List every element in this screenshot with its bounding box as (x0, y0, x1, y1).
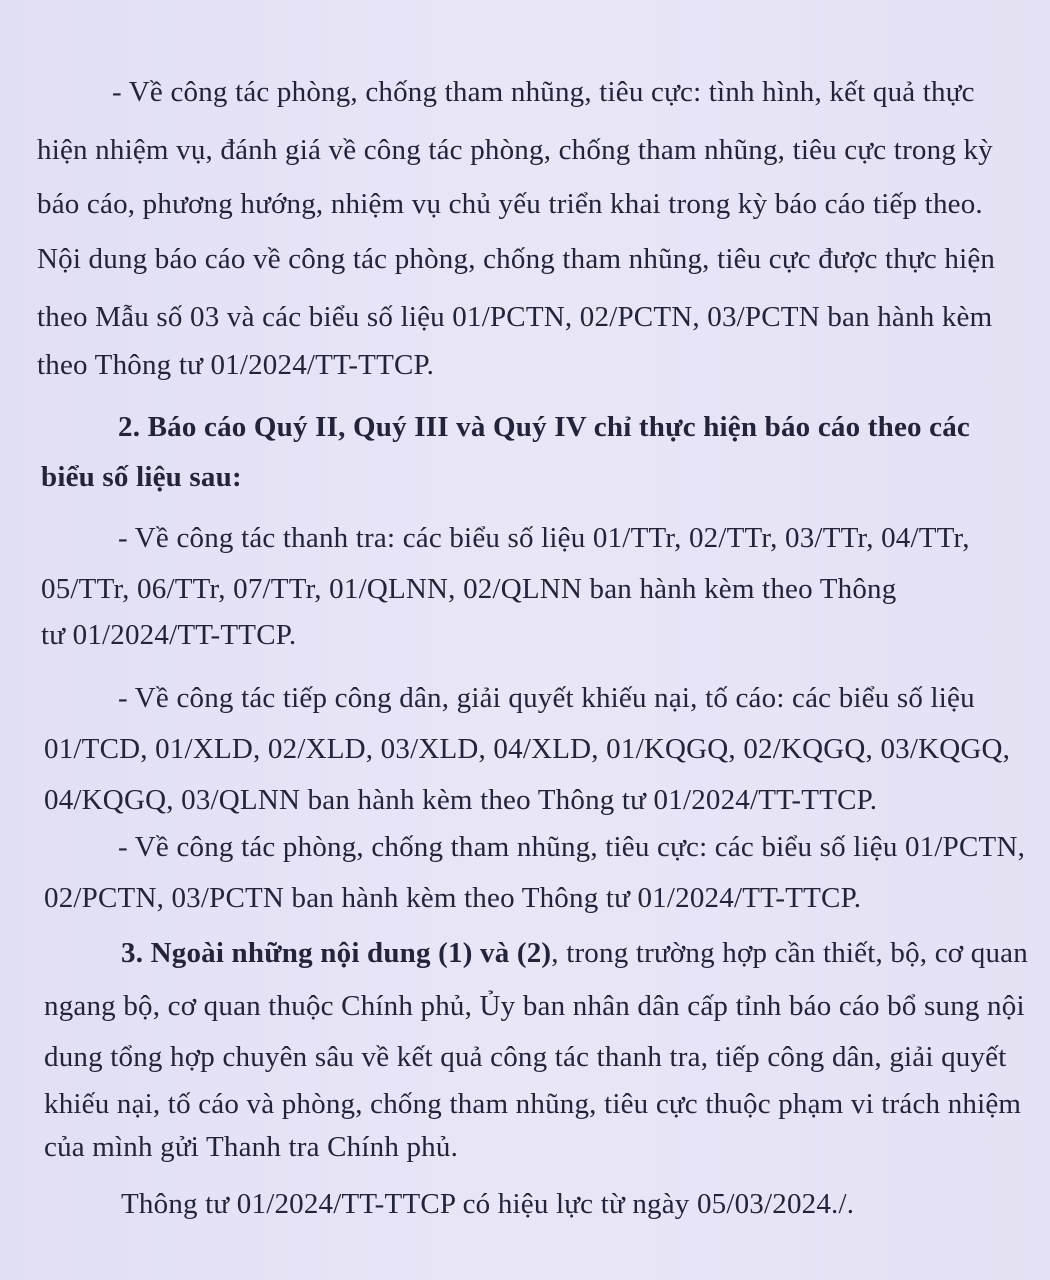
section-3-line-4: khiếu nại, tố cáo và phòng, chống tham nhũng, tiêu cực thuộc phạm vi trách nhiệm (44, 1088, 1022, 1120)
thanh-tra-line-3: tư 01/2024/TT-TTCP. (41, 619, 297, 651)
thanh-tra-line-1: - Về công tác thanh tra: các biểu số liệu 01/TTr, 02/TTr, 03/TTr, 04/TTr, (118, 522, 970, 554)
section-3-heading: 3. Ngoài những nội dung (1) và (2) (121, 937, 552, 969)
pctn-line-2: hiện nhiệm vụ, đánh giá về công tác phòng, chống tham nhũng, tiêu cực trong kỳ (37, 134, 993, 166)
pctn-line-6: theo Thông tư 01/2024/TT-TTCP. (37, 349, 435, 381)
section-3-line-3: dung tổng hợp chuyên sâu về kết quả công tác thanh tra, tiếp công dân, giải quyết (44, 1041, 1007, 1073)
tiep-cong-dan-line-3: 04/KQGQ, 03/QLNN ban hành kèm theo Thông tư 01/2024/TT-TTCP. (44, 784, 878, 816)
section-3-line-2: ngang bộ, cơ quan thuộc Chính phủ, Ủy ban nhân dân cấp tỉnh báo cáo bổ sung nội (44, 990, 1025, 1022)
section-3-line-1-rest: , trong trường hợp cần thiết, bộ, cơ quan (551, 937, 1028, 969)
pctn-line-1: - Về công tác phòng, chống tham nhũng, tiêu cực: tình hình, kết quả thực (112, 76, 975, 108)
section-2-heading-line-1: 2. Báo cáo Quý II, Quý III và Quý IV chỉ thực hiện báo cáo theo các (118, 411, 971, 443)
section-2-heading-line-2: biểu số liệu sau: (41, 461, 242, 493)
pctn-stats-line-1: - Về công tác phòng, chống tham nhũng, tiêu cực: các biểu số liệu 01/PCTN, (118, 831, 1026, 863)
section-3-line-5: của mình gửi Thanh tra Chính phủ. (44, 1131, 459, 1163)
tiep-cong-dan-line-1: - Về công tác tiếp công dân, giải quyết khiếu nại, tố cáo: các biểu số liệu (118, 682, 975, 714)
tiep-cong-dan-line-2: 01/TCD, 01/XLD, 02/XLD, 03/XLD, 04/XLD, 01/KQGQ, 02/KQGQ, 03/KQGQ, (44, 733, 1011, 765)
pctn-stats-line-2: 02/PCTN, 03/PCTN ban hành kèm theo Thông tư 01/2024/TT-TTCP. (44, 882, 862, 914)
section-3-line-1 (121, 939, 1028, 968)
thanh-tra-line-2: 05/TTr, 06/TTr, 07/TTr, 01/QLNN, 02/QLNN ban hành kèm theo Thông (41, 573, 897, 605)
pctn-line-5: theo Mẫu số 03 và các biểu số liệu 01/PCTN, 02/PCTN, 03/PCTN ban hành kèm (37, 301, 993, 333)
closing-effective-date: Thông tư 01/2024/TT-TTCP có hiệu lực từ ngày 05/03/2024./. (121, 1188, 855, 1220)
pctn-line-3: báo cáo, phương hướng, nhiệm vụ chủ yếu triển khai trong kỳ báo cáo tiếp theo. (37, 188, 983, 220)
pctn-line-4: Nội dung báo cáo về công tác phòng, chống tham nhũng, tiêu cực được thực hiện (37, 243, 996, 275)
